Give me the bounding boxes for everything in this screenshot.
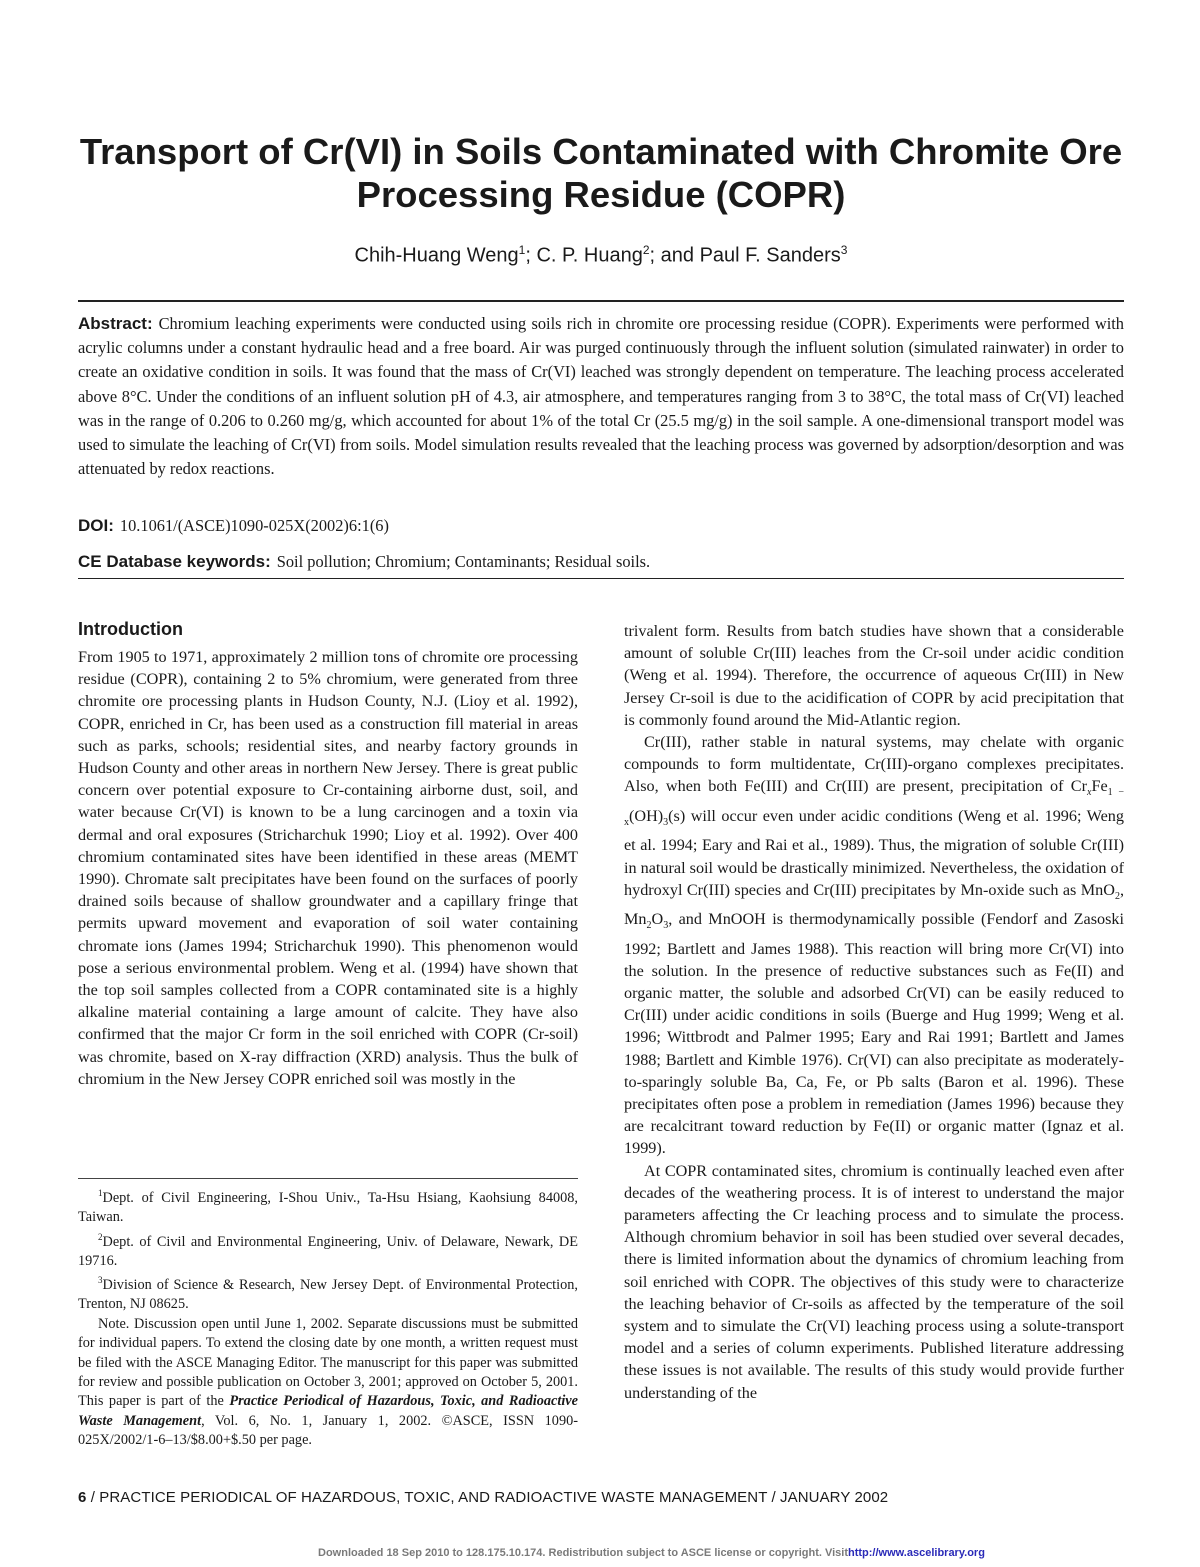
note-text: , Vol. 6, No. 1, January 1, 2002. ©ASCE, ISSN 1090-025X/2002/1-6–13/$8.00+$.50 per page. <box>78 1412 578 1449</box>
author-list <box>78 237 1124 269</box>
footnote-mark: 3 <box>98 1275 103 1286</box>
affiliation-mark: 1 <box>518 243 526 257</box>
footnote-mark: 2 <box>98 1231 103 1242</box>
footnote-2 <box>78 1228 578 1272</box>
note-text: Note. Discussion open until June 1, 2002. Separate discussions must be submitted for individual papers. To extend the closing date by one month, a written request must be filed with the ASCE Managing Editor. The manuscript for this paper was submitted for review and possible publication on October 3, 2001; approved on October 5, 2001. This paper is part of the <box>78 1315 578 1410</box>
intro-paragraph-3: Cr(III), rather stable in natural systems, may chelate with organic compounds to form multidentate, Cr(III)-organo complexes precipitates. Also, when both Fe(III) and Cr(III) are present, precipitation of $Cr_xFe_{1 - x}(OH)_3(s)$ will occur even under acidic conditions (Weng et al. 1996; Weng et al. 1994; Eary and Rai et al., 1989). Thus, the migration of soluble Cr(III) in natural soil would be drastically minimized. Nevertheless, the oxidation of hydroxyl Cr(III) species and Cr(III) precipitates by Mn-oxide such as MnO$_2$, $Mn_2O_3$, and MnOOH is thermodynamically possible (Fendorf and Zasoski 1992; Bartlett and James 1988). This reaction will bring more Cr(VI) into the solution. In the presence of reductive substances such as Fe(II) and organic matter, the soluble and adsorbed Cr(VI) can be easily reduced to Cr(III) under acidic conditions in soils (Buerge and Hug 1999; Weng et al. 1996; Wittbrodt and Palmer 1995; Eary and Rai 1991; Bartlett and James 1988; Bartlett and Kimble 1976). Cr(VI) can also precipitate as moderately-to-sparingly soluble Ba, Ca, Fe, or Pb salts (Baron et al. 1996). These precipitates often pose a problem in remediation (James 1996) because they are recalcitrant toward reduction by Fe(II) or organic matter (Ignaz et al. 1999). <box>624 733 1125 1158</box>
journal-footer: / PRACTICE PERIODICAL OF HAZARDOUS, TOXIC, AND RADIOACTIVE WASTE MANAGEMENT / JANUARY 2002 <box>86 1489 889 1506</box>
footnote-text: Dept. of Civil Engineering, I-Shou Univ., Ta-Hsu Hsiang, Kaohsiung 84008, Taiwan. <box>78 1189 578 1226</box>
abstract <box>78 312 1124 481</box>
affiliation-mark: 2 <box>642 243 650 257</box>
running-footer <box>78 1489 888 1506</box>
intro-paragraph-4: At COPR contaminated sites, chromium is continually leached even after decades of the weathering process. It is of interest to understand the major parameters affecting the Cr leaching process and to simulate the process. Although chromium behavior in soil has been studied over several decades, there is limited information about the dynamics of chromium leaching from soil enriched with COPR. The objectives of this study were to characterize the leaching behavior of Cr-soils as affected by the temperature of the soil system and to simulate the Cr(VI) leaching process using a solute-transport model and a series of column experiments. Published literature addressing these issues is not available. The results of this study would provide further understanding of the <box>624 1161 1124 1402</box>
author-separator: ; <box>525 244 537 267</box>
footnote-rule <box>78 1178 578 1179</box>
author-name: Chih-Huang Weng <box>354 244 519 267</box>
editorial-note <box>78 1315 578 1451</box>
footnote-text: Dept. of Civil and Environmental Engineering, Univ. of Delaware, Newark, DE 19716. <box>78 1233 578 1269</box>
paper-title: Transport of Cr(VI) in Soils Contaminated with Chromite Ore Processing Residue (COPR) <box>79 131 1123 215</box>
abstract-text: Chromium leaching experiments were conducted using soils rich in chromite ore processing residue (COPR). Experiments were performed with acrylic columns under a constant hydraulic head and a free board. Air was purged continuously through the influent solution (simulated rainwater) in order to create an oxidative condition in soils. It was found that the mass of Cr(VI) leached was strongly dependent on temperature. The leaching process accelerated above 8°C. Under the conditions of an influent solution pH of 4.3, air atmosphere, and temperatures ranging from 3 to 38°C, the total mass of Cr(VI) leached was in the range of 0.206 to 0.260 mg/g, which accounted for about 1% of the total Cr (25.5 mg/g) in the soil sample. A one-dimensional transport model was used to simulate the leaching of Cr(VI) from soils. Model simulation results revealed that the leaching process was governed by adsorption/desorption and was attenuated by redox reactions. <box>78 314 1124 479</box>
affiliation-mark: 3 <box>840 243 848 257</box>
right-column <box>624 620 1124 1404</box>
download-text: Downloaded 18 Sep 2010 to 128.175.10.174. Redistribution subject to ASCE license or copyright. Visit <box>318 1547 848 1559</box>
keywords-label: CE Database keywords: <box>78 552 271 571</box>
ascelibrary-link[interactable]: http://www.ascelibrary.org <box>848 1547 985 1559</box>
page-number: 6 <box>78 1489 87 1506</box>
author-name: C. P. Huang <box>536 244 643 267</box>
footnote-mark: 1 <box>98 1188 103 1198</box>
left-column <box>78 618 578 1090</box>
download-notice <box>318 1547 985 1559</box>
header-rule <box>78 300 1124 302</box>
keywords-line <box>78 552 650 572</box>
author-separator: ; and <box>649 244 700 267</box>
intro-paragraph-2: trivalent form. Results from batch studies have shown that a considerable amount of soluble Cr(III) leaches from the Cr-soil under acidic condition (Weng et al. 1994). Therefore, the occurrence of aqueous Cr(III) in New Jersey Cr-soil is due to the acidification of COPR by acid precipitation that is commonly found around the Mid-Atlantic region. <box>624 622 1124 729</box>
footnote-1 <box>78 1184 578 1228</box>
author-name: Paul F. Sanders <box>699 244 841 267</box>
footnote-3 <box>78 1271 578 1315</box>
abstract-label: Abstract: <box>78 314 153 333</box>
keywords-rule <box>78 578 1124 579</box>
journal-name: Practice Periodical of Hazardous, Toxic, and Radioactive Waste Management <box>78 1393 578 1429</box>
footnote-text: Division of Science & Research, New Jersey Dept. of Environmental Protection, Trenton, NJ 08625. <box>78 1276 578 1313</box>
intro-paragraph-1: From 1905 to 1971, approximately 2 million tons of chromite ore processing residue (COPR), containing 2 to 5% chromium, were generated from three chromite ore processing plants in Hudson County, N.J. (Lioy et al. 1992), COPR, enriched in Cr, has been used as a construction fill material in areas such as parks, schools; residential sites, and nearby factory grounds in Hudson County and other areas in northern New Jersey. There is great public concern over potential exposure to Cr-containing airborne dust, soil, and water because Cr(VI) is known to be a lung carcinogen and a toxin via dermal and oral exposures (Stricharchuk 1990; Lioy et al. 1992). Over 400 chromium contaminated sites have been identified in these areas (MEMT 1990). Chromate salt precipitates have been found on the surfaces of poorly drained soils because of shallow groundwater and a capillary fringe that permits upward movement and evaporation of soil water containing chromate ions (James 1994; Stricharchuk 1990). This phenomenon would pose a serious environmental problem. Weng et al. (1994) have shown that the top soil samples collected from a COPR contaminated site is a highly alkaline material containing a large amount of calcite. They have also confirmed that the major Cr form in the soil enriched with COPR (Cr-soil) was chromite, based on X-ray diffraction (XRD) analysis. Thus the bulk of chromium in the New Jersey COPR enriched soil was mostly in the <box>78 648 578 1088</box>
doi-value[interactable]: 10.1061/(ASCE)1090-025X(2002)6:1(6) <box>119 516 389 535</box>
section-heading-introduction: Introduction <box>78 619 183 639</box>
doi-line <box>78 516 389 536</box>
keywords-value: Soil pollution; Chromium; Contaminants; Residual soils. <box>276 552 651 571</box>
doi-label: DOI: <box>78 516 114 535</box>
footnotes <box>78 1184 578 1451</box>
